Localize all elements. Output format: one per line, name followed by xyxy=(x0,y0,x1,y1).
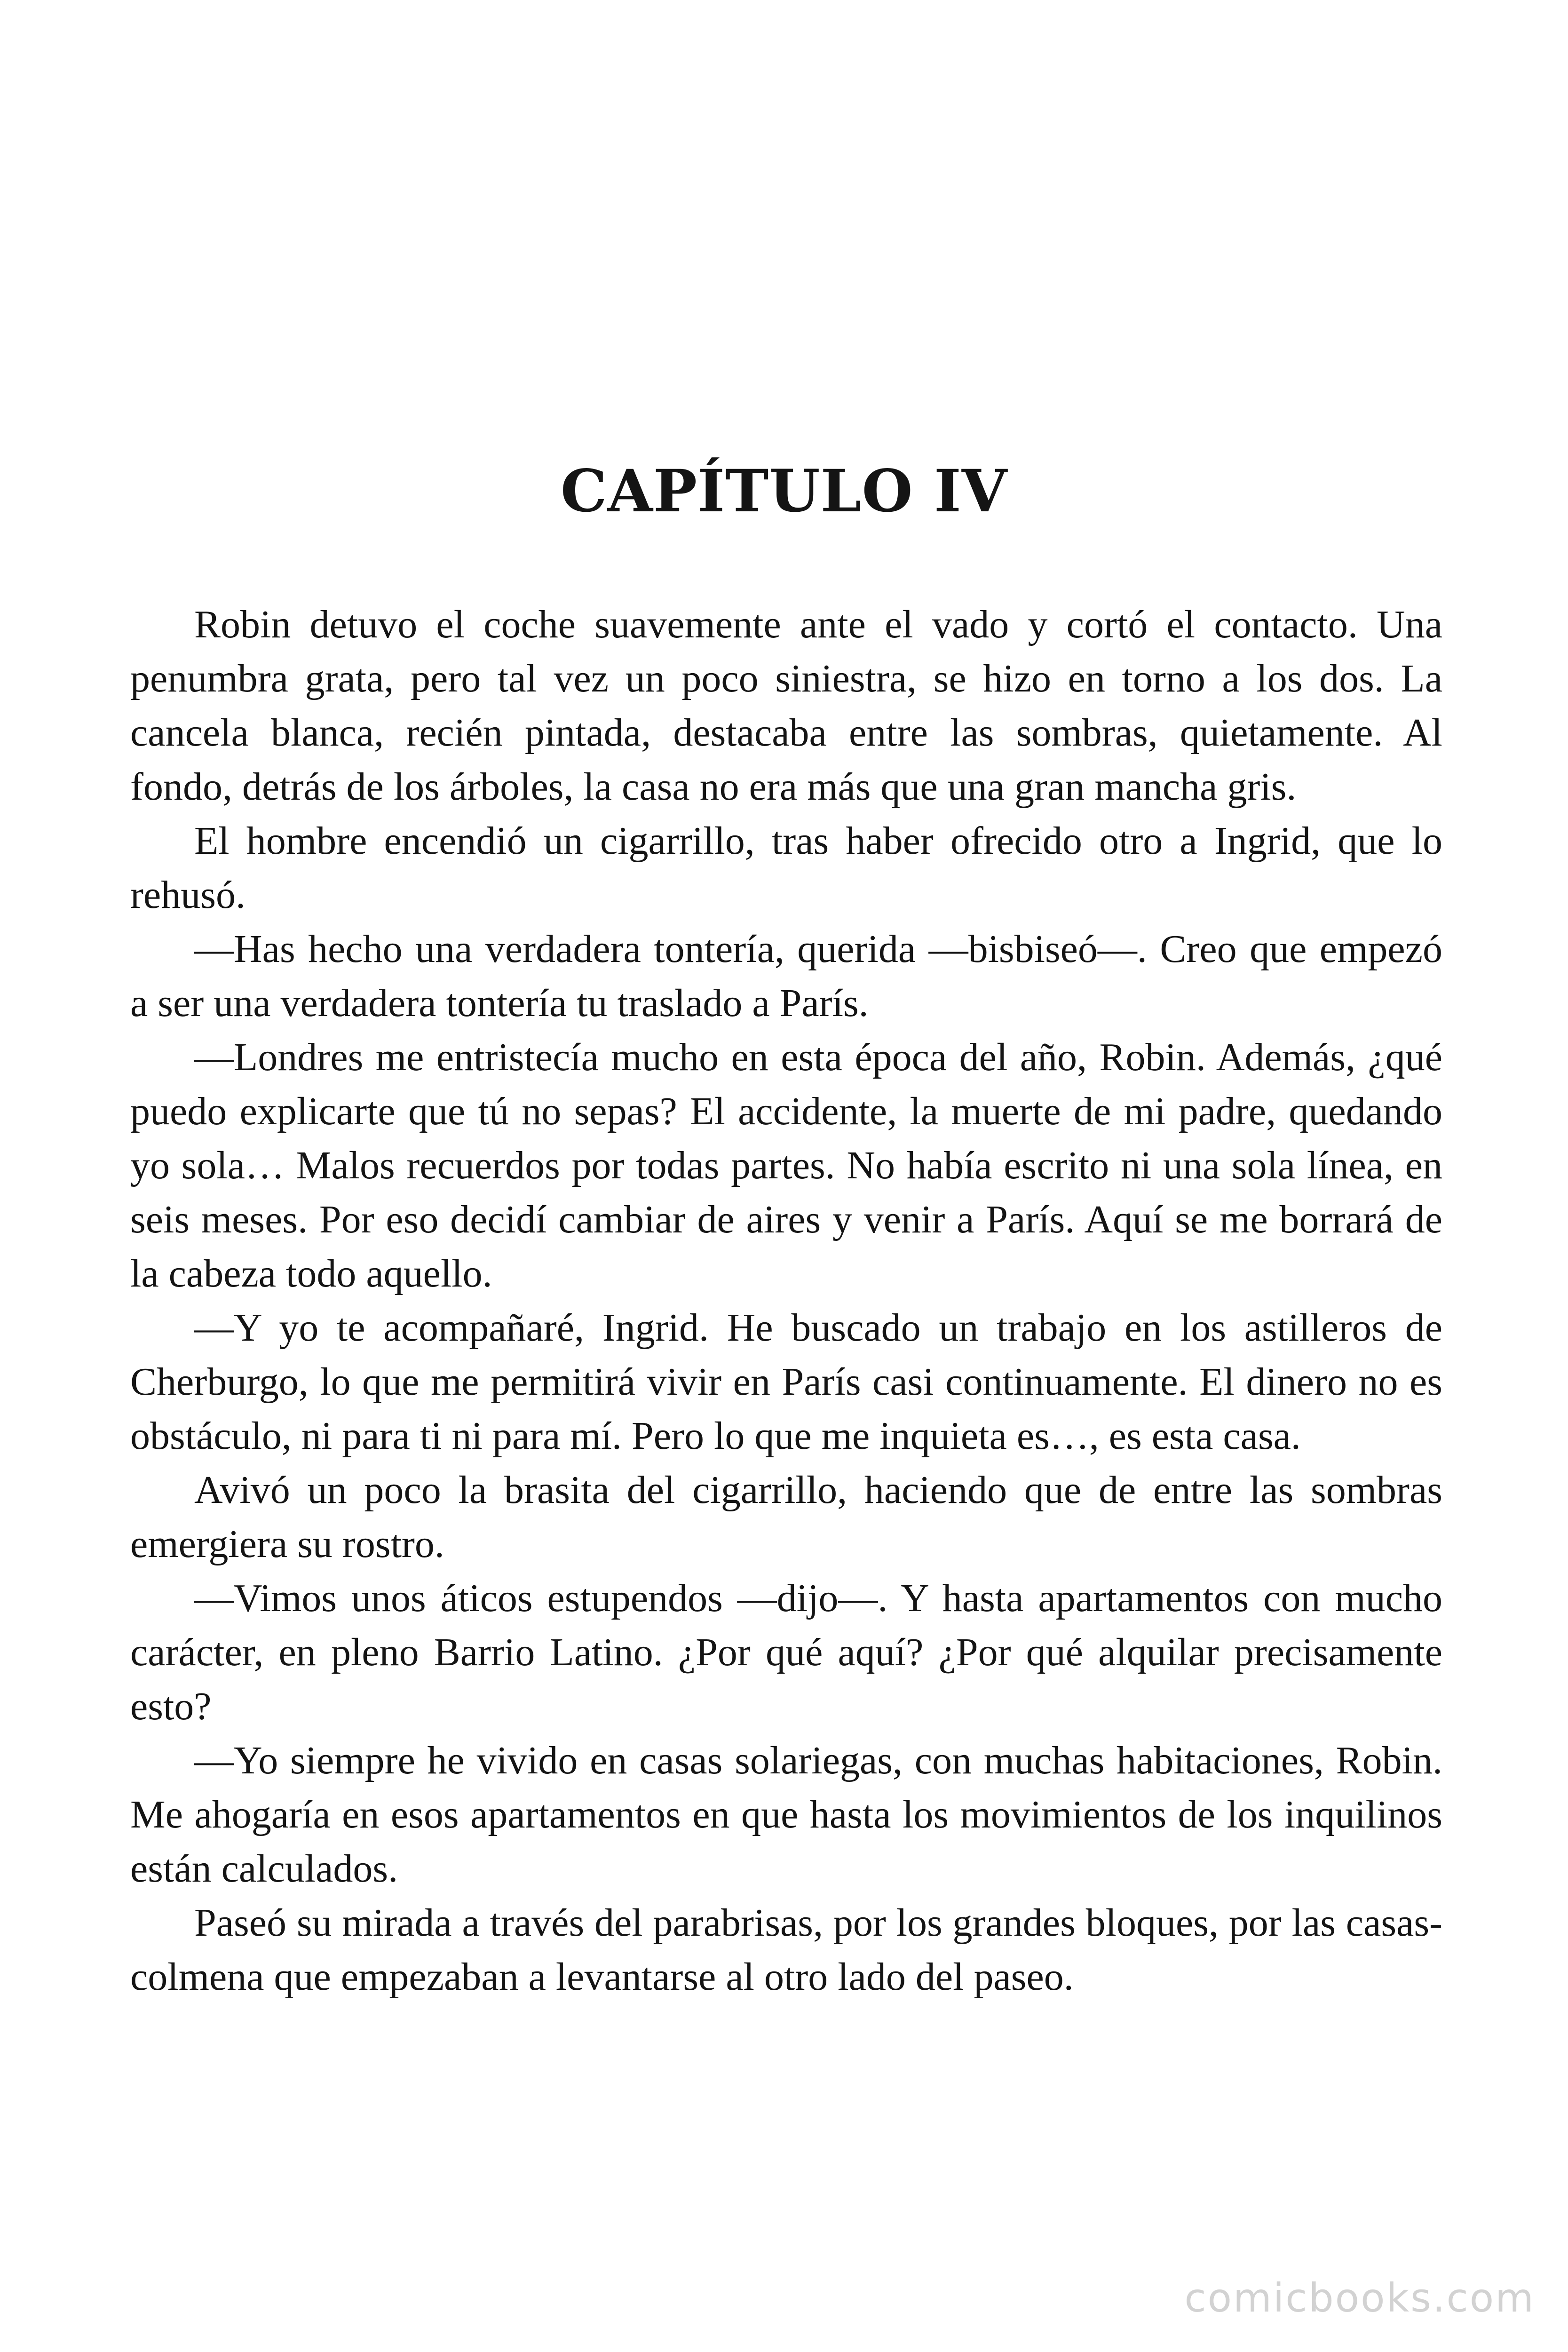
paragraph: —Yo siempre he vivido en casas solariegas, con muchas habitaciones, Robin. Me ahogaría en esos apartamentos en que hasta los movimientos de los inquilinos están calculados. xyxy=(130,1739,1442,1891)
paragraph: —Londres me entristecía mucho en esta época del año, Robin. Además, ¿qué puedo explicarte que tú no sepas? El accidente, la muerte de mi padre, quedando yo sola… Malos recuerdos por todas partes. No había escrito ni una sola línea, en seis meses. Por eso decidí cambiar de aires y venir a París. Aquí se me borrará de la cabeza todo aquello. xyxy=(130,1035,1442,1295)
paragraph: Robin detuvo el coche suavemente ante el vado y cortó el contacto. Una penumbra grata, pero tal vez un poco siniestra, se hizo en torno a los dos. La cancela blanca, recién pintada, destacaba entre las sombras, quietamente. Al fondo, detrás de los árboles, la casa no era más que una gran mancha gris. xyxy=(130,603,1442,809)
paragraph: Avivó un poco la brasita del cigarrillo, haciendo que de entre las sombras emergiera su rostro. xyxy=(130,1468,1442,1566)
paragraph: —Y yo te acompañaré, Ingrid. He buscado un trabajo en los astilleros de Cherburgo, lo que me permitirá vivir en París casi continuamente. El dinero no es obstáculo, ni para ti ni para mí. Pero lo que me inquieta es…, es esta casa. xyxy=(130,1306,1442,1458)
chapter-title: CAPÍTULO IV xyxy=(560,457,1008,525)
paragraph: —Has hecho una verdadera tontería, querida —bisbiseó—. Creo que empezó a ser una verdadera tontería tu traslado a París. xyxy=(130,927,1442,1025)
watermark: comicbooks.com xyxy=(1184,2275,1535,2321)
paragraph: El hombre encendió un cigarrillo, tras haber ofrecido otro a Ingrid, que lo rehusó. xyxy=(130,819,1442,917)
paragraph: —Vimos unos áticos estupendos —dijo—. Y hasta apartamentos con mucho carácter, en pleno Barrio Latino. ¿Por qué aquí? ¿Por qué alquilar precisamente esto? xyxy=(130,1576,1442,1728)
paragraph: Paseó su mirada a través del parabrisas, por los grandes bloques, por las casas-colmena que empezaban a levantarse al otro lado del paseo. xyxy=(130,1901,1442,1999)
chapter-body xyxy=(130,597,1442,2004)
